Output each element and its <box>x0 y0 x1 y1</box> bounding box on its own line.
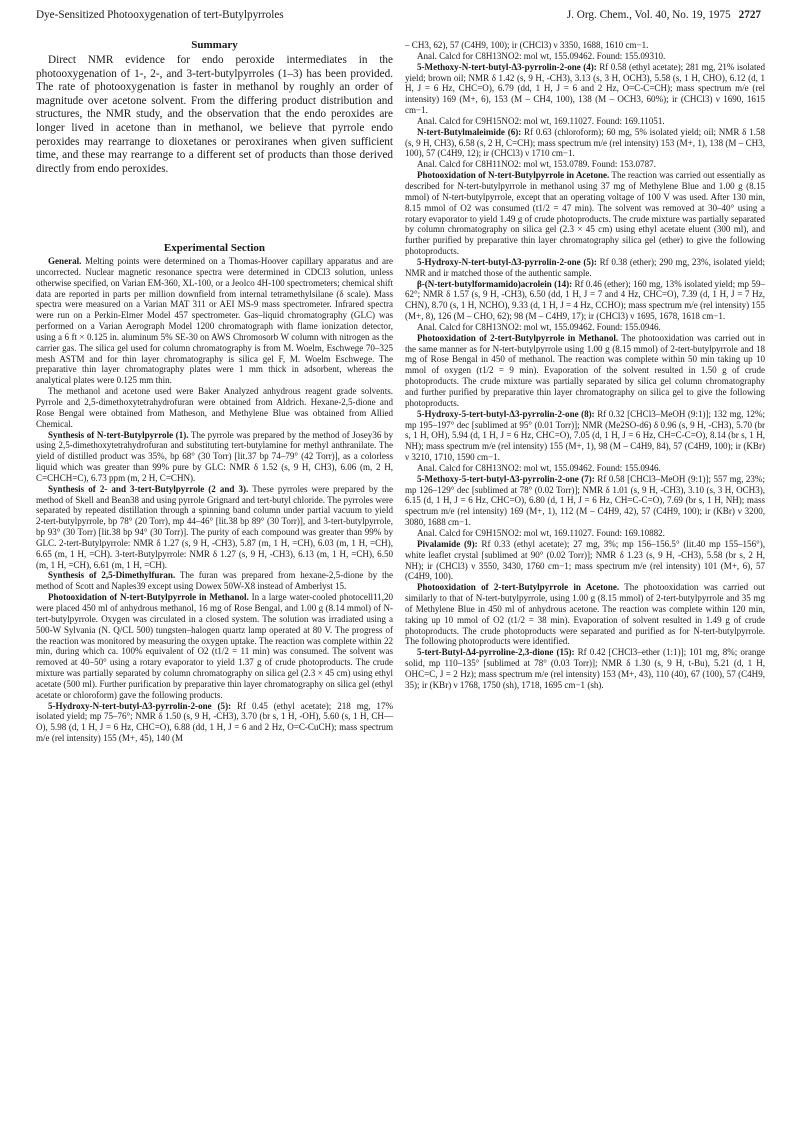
paragraph <box>405 539 765 582</box>
paragraph <box>36 592 393 700</box>
paragraph <box>36 484 393 571</box>
paragraph-lead: N-tert-Butylmaleimide (6): <box>417 126 522 137</box>
paragraph-lead: 5-tert-Butyl-Δ4-pyrroline-2,3-dione (15): <box>417 647 575 658</box>
paragraph-text: Rf 0.33 (ethyl acetate); 27 mg, 3%; mp 156–156.5° (lit.40 mp 155–156°), white leaflet crystal [sublimed at 90° (0.02 Torr)]; NMR δ 1.23 (s, 9 H, -CH3), 5.58 (br s, 2 H, NH); ir (CHCl3) ν 3550, 3430, 1760 cm−1; mass spectrum m/e (rel intensity) 101 (M+, 6), 57 (C4H9, 100). <box>405 538 765 582</box>
paragraph-lead: Synthesis of 2- and 3-tert-Butylpyrrole (2 and 3). <box>48 483 249 494</box>
paragraph-text: Anal. Calcd for C8H13NO2: mol wt, 155.09462. Found: 155.0946. <box>417 462 661 473</box>
summary-heading: Summary <box>191 39 238 51</box>
experimental-heading: Experimental Section <box>163 242 266 254</box>
running-header <box>36 9 761 25</box>
paragraph <box>405 463 765 474</box>
paragraph-text: Anal. Calcd for C9H15NO2: mol wt, 169.11027. Found: 169.10882. <box>417 527 665 538</box>
paragraph-text: Anal. Calcd for C8H13NO2: mol wt, 155.09462. Found: 155.09310. <box>417 50 666 61</box>
paragraph-lead: Synthesis of N-tert-Butylpyrrole (1). <box>48 429 189 440</box>
paragraph-lead: Photooxidation of 2-tert-Butylpyrrole in Acetone. <box>417 582 620 593</box>
paragraph-text: Rf 0.38 (ether); 290 mg, 23%, isolated yield; NMR and ir matched those of the authentic sample. <box>405 256 765 278</box>
paragraph-text: The pyrrole was prepared by the method of Josey36 by using 2,5-dimethoxytetrahydrofuran and substituting tert-butylamine for methyl anthranilate. The yield of distilled product was 35%, bp 68° (30 Torr) [lit.37 bp 74–79° (42 Torr)], as a colorless liquid which was greater than 99% pure by GLC: NMR δ 1.52 (s, 9 H, CH3), 6.06 (m, 2 H, C=CHCH=C), 6.73 ppm (m, 2 H, C=CHN). <box>36 429 393 483</box>
paragraph-text: Rf 0.46 (ether); 160 mg, 13% isolated yield; mp 59–62°; NMR δ 1.57 (s, 9 H, -CH3), 6.50 (dd, 1 H, J = 7 and 4 Hz, CHC=O), 7.39 (d, 1 H, J = 7 Hz, CHN), 8.70 (s, 1 H, NCHO), 9.33 (d, 1 H, J = 4 Hz, CCHO); mass spectrum m/e (rel intensity) 155 (M+, 8), 126 (M – CHO, 62); 98 (M – C4H9, 17); ir (CHCl3) ν 1695, 1678, 1618 cm−1. <box>405 278 765 322</box>
paragraph-lead: β-(N-tert-butylformamido)acrolein (14): <box>417 278 573 289</box>
paragraph-lead: 5-Hydroxy-N-tert-butyl-Δ3-pyrrolin-2-one (5): <box>48 700 232 711</box>
right-column <box>405 40 765 691</box>
summary-text: Direct NMR evidence for endo peroxide intermediates in the photooxygenation of 1-, 2-, and 3-tert-butylpyrroles (1–3) has been provided. The rate of photooxygenation is faster in methanol by roughly an order of magnitude over acetone solvent. From the differing product distribution and structures, the NMR study, and the observation that the endo peroxides are longer lived in acetone than in methanol, we believe that pyrrole endo peroxides may rearrange to dioxetanes or peroxiranes when given sufficient time, and these may rearrange to a different set of products than those derived directly from endo peroxides. <box>36 54 393 175</box>
paragraph <box>405 333 765 409</box>
paragraph-lead: 5-Hydroxy-5-tert-butyl-Δ3-pyrrolin-2-one (8): <box>417 408 595 419</box>
paragraph-lead: Photooxidation of N-tert-Butylpyrrole in Methanol. <box>48 592 249 603</box>
journal-info: J. Org. Chem., Vol. 40, No. 19, 1975 <box>566 9 731 21</box>
paragraph-text: The photooxidation was carried out similarly to that of N-tert-butylpyrrole, using 1.00 g (8.15 mmol) of 2-tert-butylpyrrole and 35 mg of Methylene Blue in 450 ml of anhydrous acetone. The reaction was complete within 120 min, taking up 10 mmol of O2 (t1/2 = 38 min). Evaporation of solvent resulted in 1.49 g of crude photoproducts. The crude photoproducts were separated and purified as for N-tert-butylpyrrole. The following photoproducts were identified. <box>405 582 766 647</box>
paragraph-text: The reaction was carried out essentially as described for N-tert-butylpyrrole in methanol using 37 mg of Methylene Blue and 1.00 g (8.15 mmol) of N-tert-butylpyrrole, except that an operating voltage of 100 V was used. After 130 min, 8.15 mmol of O2 was consumed (t1/2 = 47 min). The solvent was removed at 30–40° using a rotary evaporator to yield 1.49 g of crude photoproducts. The crude mixture was partially separated by column chromatography on silica gel (2.3 × 45 cm) using ethyl acetate eluent (300 ml), and further purified by preparative thin layer chromatography silica gel (ether) to give the following photoproducts. <box>405 170 765 257</box>
paragraph <box>405 528 765 539</box>
paragraph-text: Anal. Calcd for C9H15NO2: mol wt, 169.11027. Found: 169.11051. <box>417 115 665 126</box>
paragraph-text: The furan was prepared from hexane-2,5-dione by the method of Scott and Naples39 except using Dowex 50W-X8 instead of Amberlyst 15. <box>36 570 393 592</box>
paragraph <box>405 127 765 160</box>
paragraph-lead: 5-Methoxy-N-tert-butyl-Δ3-pyrrolin-2-one (4): <box>417 61 597 72</box>
paragraph-lead: Photooxidation of N-tert-Butylpyrrole in Acetone. <box>417 170 610 181</box>
paragraph <box>405 40 765 51</box>
paragraph-lead: Photooxidation of 2-tert-Butylpyrrole in Methanol. <box>417 332 619 343</box>
paragraph-lead: 5-Hydroxy-N-tert-butyl-Δ3-pyrrolin-2-one (5): <box>417 256 597 267</box>
paragraph-text: Rf 0.63 (chloroform); 60 mg, 5% isolated yield; oil; NMR δ 1.58 (s, 9 H, CH3), 6.58 (s, 2 H, C=CH); mass spectrum m/e (rel intensity) 153 (M+, 1), 138 (M – CH3, 100), 57 (C4H9, 12); ir (CHCl3) ν 1710 cm−1. <box>405 126 765 159</box>
paragraph-text: The methanol and acetone used were Baker Analyzed anhydrous reagent grade solvents. Pyrrole and 2,5-dimethoxytetrahydrofuran were obtained from Aldrich. Hexane-2,5-dione and Rose Bengal were obtained from Matheson, and Methylene Blue was obtained from Allied Chemical. <box>36 386 393 429</box>
summary-body <box>36 54 393 176</box>
paragraph <box>405 257 765 279</box>
paragraph <box>405 170 765 257</box>
paragraph <box>36 256 393 386</box>
journal-citation <box>567 9 761 21</box>
paragraph <box>405 409 765 463</box>
page-number: 2727 <box>738 9 761 21</box>
paragraph-text: Rf 0.42 [CHCl3–ether (1:1)]; 101 mg, 8%; orange solid, mp 110–135° [sublimed at 78° (0.03 Torr)]; NMR δ 1.30 (s, 9 H, t-Bu), 5.21 (d, 1 H, OHC=C, J = 2 Hz); mass spectrum m/e (rel intensity) 153 (M+, 43), 110 (40), 67 (100), 57 (C4H9, 35); ir (KBr) ν 1768, 1750 (sh), 1718, 1695 cm−1 (sh). <box>405 647 765 690</box>
paragraph-lead: 5-Methoxy-5-tert-butyl-Δ3-pyrrolin-2-one (7): <box>417 473 595 484</box>
paragraph <box>36 386 393 429</box>
paragraph <box>405 51 765 62</box>
paragraph-text: Melting points were determined on a Thomas-Hoover capillary apparatus and are uncorrected. Nuclear magnetic resonance spectra were determined in CDCl3 solution, unless otherwise specified, on Varian EM-360, XL-100, or a Jeolco 4H-100 spectrometers; chemical shift data are reported in parts per million downfield from internal tetramethylsilane (δ scale). Mass spectra were measured on a Varian MAT 311 or AEI MS-9 mass spectrometer. Infrared spectra were run on a Perkin-Elmer Model 457 spectrometer. Gas–liquid chromatography (GLC) was performed on a Varian Aerograph Model 1200 chromatograph with flame ionization detector, using a 6 ft × 0.125 in. aluminum 5% SE-30 on AWS Chromosorb W column with nitrogen as the carrier gas. The silica gel used for column chromatography is from M. Woelm, Eschwege 70–325 mesh ASTM and for thin layer chromatography is silica gel F, M. Woelm Eschwege. The preparative thin layer chromatography plates were 1 mm thick in adsorbent, whereas the analytical plates were 0.125 mm thin. <box>36 256 393 386</box>
paragraph <box>405 159 765 170</box>
paragraph <box>405 322 765 333</box>
paragraph-text: These pyrroles were prepared by the method of Skell and Bean38 and using pyrrole Grignard and tert-butyl chloride. The pyrroles were separated by repeated distillation through a spinning band column under partial vacuum to yield 2-tert-butylpyrrole, bp 78° (20 Torr), mp 44–46° [lit.38 bp 89° (30 Torr)], and 3-tert-butylpyrrole, bp 93° (30 Torr) [lit.38 bp 94° (30 Torr)]. The purity of each compound was greater than 99% by GLC. 2-tert-Butylpyrrole: NMR δ 1.27 (s, 9 H, -CH3), 5.87 (m, 1 H, =CH), 6.03 (m, 1 H, =CH), 6.65 (m, 1 H, =CH). 3-tert-Butylpyrrole: NMR δ 1.27 (s, 9 H, -CH3), 6.13 (m, 1 H, =CH), 6.50 (m, 1 H, =CH), 6.61 (m, 1 H, =CH). <box>36 483 393 570</box>
paragraph-lead: Synthesis of 2,5-Dimethylfuran. <box>48 570 176 581</box>
paragraph-lead: Pivalamide (9): <box>417 538 478 549</box>
paragraph-lead: General. <box>48 256 82 266</box>
left-column <box>36 256 393 744</box>
paragraph-text: Rf 0.45 (ethyl acetate); 218 mg, 17% isolated yield; mp 75–76°; NMR δ 1.50 (s, 9 H, -CH3), 3.70 (br s, 1 H, -OH), 5.60 (s, 1 H, CH—O), 5.98 (d, 1 H, J = 6 Hz, CHC=O), 6.88 (dd, 1 H, J = 6 and 2 Hz, O=C-CuCH); mass spectrum m/e (rel intensity) 155 (M+, 45), 140 (M <box>36 700 393 744</box>
paragraph <box>405 647 765 690</box>
paragraph-text: – CH3, 62), 57 (C4H9, 100); ir (CHCl3) ν 3350, 1688, 1610 cm−1. <box>405 40 649 50</box>
paragraph-text: Rf 0.58 [CHCl3–MeOH (9:1)]; 557 mg, 23%; mp 126–129° dec [sublimed at 78° (0.02 Torr)]; NMR δ 1.01 (s, 9 H, -CH3), 3.10 (s, 3 H, OCH3), 6.15 (d, 1 H, J = 6 Hz, CHC=O), 6.80 (d, 1 H, J = 6 Hz, CH=C-C=O), 7.69 (br s, 1 H, NH); mass spectrum m/e (rel intensity) 169 (M+, 1), 112 (M – C4H9, 42), 57 (C4H9, 100); ir (KBr) ν 3200, 3080, 1688 cm−1. <box>405 473 765 528</box>
paragraph <box>405 582 765 647</box>
paragraph <box>36 430 393 484</box>
paragraph-text: Rf 0.32 [CHCl3–MeOH (9:1)]; 132 mg, 12%; mp 195–197° dec [sublimed at 95° (0.01 Torr)]; NMR (Me2SO-d6) δ 0.96 (s, 9 H, -CH3), 5.70 (br s, 1 H, OH), 5.94 (d, 1 H, J = 6 Hz, CHC=O), 7.05 (d, 1 H, J = 6 Hz, CH=C-C=O), 8.14 (br s, 1 H, NH); mass spectrum m/e (rel intensity) 155 (M+, 1), 98 (M – C4H9, 84), 57 (C4H9, 100); ir (KBr) ν 3210, 1710, 1590 cm−1. <box>405 408 765 463</box>
paragraph <box>36 701 393 744</box>
paragraph-text: Anal. Calcd for C8H13NO2: mol wt, 155.09462. Found: 155.0946. <box>417 321 661 332</box>
paragraph-text: The photooxidation was carried out in the same manner as for N-tert-butylpyrrole using 1.00 g (8.15 mmol) of 2-tert-butylpyrrole and 18 mg of Rose Bengal in 450 of methanol. The reaction was complete within 50 min taking up 10 mmol of oxygen (t1/2 = 9 min). Evaporation of the solvent resulted in 1.50 g of crude photoproducts. The crude mixture was partially separated by silica gel column chromatography and further purified by preparative thin layer chromatography on silica gel to give the following photoproducts. <box>405 332 765 408</box>
paragraph <box>405 279 765 322</box>
running-title: Dye-Sensitized Photooxygenation of tert-Butylpyrroles <box>36 9 284 21</box>
paragraph-text: Rf 0.58 (ethyl acetate); 281 mg, 21% isolated yield; brown oil; NMR δ 1.42 (s, 9 H, -CH3), 3.13 (s, 3 H, OCH3), 5.58 (s, 1 H, CHO), 6.12 (d, 1 H, J = 6 Hz, CHC=O), 6.79 (dd, 1 H, J = 6 and 2 Hz, O=C-C=CH); mass spectrum m/e (rel intensity) 169 (M+, 6), 153 (M – CH4, 100), 138 (M – OCH3, 60%); ir (CHCl3) ν 1690, 1615 cm−1. <box>405 61 765 116</box>
paragraph-text: Anal. Calcd for C8H11NO2: mol wt, 153.0789. Found: 153.0787. <box>417 159 656 170</box>
paragraph <box>405 62 765 116</box>
paragraph <box>405 474 765 528</box>
paragraph <box>36 570 393 592</box>
paragraph <box>405 116 765 127</box>
paragraph-text: In a large water-cooled photocell11,20 were placed 450 ml of anhydrous methanol, 16 mg of Rose Bengal, and 1.00 g (8.14 mmol) of N-tert-butylpyrrole. Oxygen was circulated in a closed system. The solution was irradiated using a 500-W Sylvania (N. Q/CL 500) tungsten–halogen quartz lamp operated at 80 V. The progress of the reaction was monitored by measuring the oxygen uptake. The reaction was complete within 22 min, during which ca. 100% equivalent of O2 (t1/2 = 11 min) was consumed. The solvent was removed at 40–50° using a rotary evaporator to yield 1.37 g of crude photoproducts. The crude mixture was partially separated by column chromatography on silica gel (2.3 × 45 cm) using ethyl acetate (500 ml). Further purification by preparative thin layer chromatography on silica gel (ethyl acetate or chloroform) gave the following products. <box>36 592 393 700</box>
